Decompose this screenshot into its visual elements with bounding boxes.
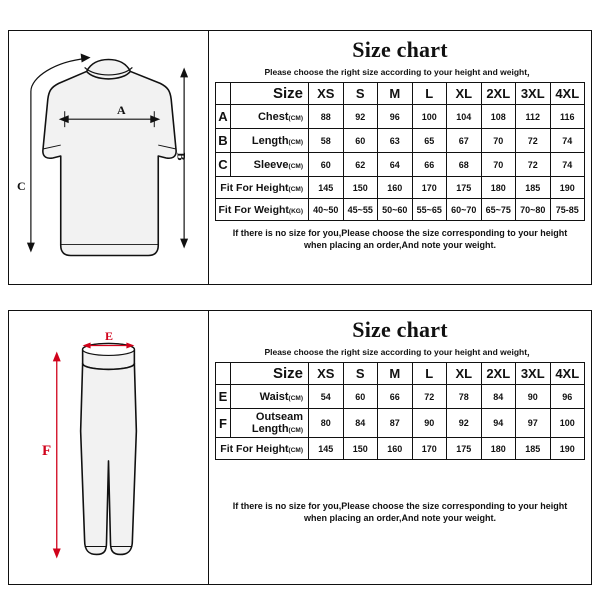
row-letter-e: E <box>216 385 231 409</box>
cell: 160 <box>378 438 413 460</box>
cell: 74 <box>550 129 585 153</box>
col-xs: XS <box>309 83 344 105</box>
col-4xl: 4XL <box>550 83 585 105</box>
cell: 66 <box>378 385 413 409</box>
sleeve-label: Sleeve <box>253 158 289 171</box>
row-label-chest <box>231 105 309 129</box>
cell: 92 <box>343 105 378 129</box>
top-chart-subtitle: Please choose the right size according to your height and weight， <box>264 67 536 77</box>
length-dim-label: B <box>174 152 189 161</box>
cell: 72 <box>516 129 551 153</box>
fit-weight-unit: (KG) <box>288 207 303 215</box>
fit-weight-text: Fit For Weight <box>218 203 289 216</box>
bottom-size-chart-panel <box>8 310 592 585</box>
fit-height-unit: (CM) <box>288 446 303 454</box>
cell: 96 <box>550 385 585 409</box>
fit-for-height-label <box>216 177 309 199</box>
cell: 84 <box>481 385 516 409</box>
col-s: S <box>343 363 378 385</box>
top-chart-note: If there is no size for you,Please choose the size corresponding to your height when placing an order,And note your weight. <box>232 228 568 251</box>
cell: 68 <box>447 153 482 177</box>
pants-figure <box>9 311 209 584</box>
row-label-sleeve <box>231 153 309 177</box>
cell: 55~65 <box>412 199 447 221</box>
table-row <box>216 438 585 460</box>
cell: 72 <box>412 385 447 409</box>
cell: 100 <box>412 105 447 129</box>
cell: 70~80 <box>516 199 551 221</box>
cell: 70 <box>481 129 516 153</box>
outseam-dim-label: F <box>42 443 52 459</box>
col-4xl: 4XL <box>550 363 585 385</box>
cell: 40~50 <box>309 199 344 221</box>
cell: 78 <box>447 385 482 409</box>
cell: 104 <box>447 105 482 129</box>
cell: 185 <box>516 177 551 199</box>
col-m: M <box>378 363 413 385</box>
cell: 94 <box>481 409 516 438</box>
outseam-label: Outseam Length <box>251 411 303 435</box>
cell: 97 <box>516 409 551 438</box>
col-3xl: 3XL <box>516 83 551 105</box>
col-xl: XL <box>447 83 482 105</box>
cell: 54 <box>309 385 344 409</box>
length-label: Length <box>251 134 289 147</box>
col-2xl: 2XL <box>481 363 516 385</box>
waist-dim-label: E <box>105 329 114 343</box>
cell: 96 <box>378 105 413 129</box>
cell: 65 <box>412 129 447 153</box>
cell: 190 <box>550 177 585 199</box>
sleeve-dim-label: C <box>17 179 26 193</box>
sleeve-unit: (CM) <box>288 162 303 170</box>
cell: 65~75 <box>481 199 516 221</box>
size-header: Size <box>231 83 309 105</box>
cell: 90 <box>516 385 551 409</box>
row-letter-f: F <box>216 409 231 438</box>
pants-illustration <box>9 311 208 584</box>
row-letter-c: C <box>216 153 231 177</box>
cell: 185 <box>516 438 551 460</box>
col-l: L <box>412 83 447 105</box>
col-xl: XL <box>447 363 482 385</box>
bottom-chart-subtitle: Please choose the right size according to your height and weight， <box>264 347 536 357</box>
bottom-chart-side <box>209 311 591 584</box>
cell: 190 <box>550 438 585 460</box>
cell: 87 <box>378 409 413 438</box>
cell: 116 <box>550 105 585 129</box>
cell: 60 <box>343 129 378 153</box>
bottom-size-table <box>215 362 585 460</box>
bottom-chart-title: Size chart <box>352 317 448 342</box>
fit-height-text: Fit For Height <box>220 181 289 194</box>
outseam-unit: (CM) <box>288 427 303 434</box>
size-header: Size <box>231 363 309 385</box>
col-xs: XS <box>309 363 344 385</box>
row-letter-b: B <box>216 129 231 153</box>
table-row <box>216 199 585 221</box>
table-row <box>216 385 585 409</box>
col-m: M <box>378 83 413 105</box>
row-label-length <box>231 129 309 153</box>
cell: 63 <box>378 129 413 153</box>
cell: 180 <box>481 177 516 199</box>
cell: 72 <box>516 153 551 177</box>
cell: 180 <box>481 438 516 460</box>
cell: 58 <box>309 129 344 153</box>
table-row <box>216 129 585 153</box>
col-2xl: 2XL <box>481 83 516 105</box>
chest-label: Chest <box>257 110 289 123</box>
cell: 60 <box>343 385 378 409</box>
cell: 64 <box>378 153 413 177</box>
cell: 66 <box>412 153 447 177</box>
cell: 70 <box>481 153 516 177</box>
table-row <box>216 153 585 177</box>
cell: 88 <box>309 105 344 129</box>
chest-dim-label: A <box>117 103 126 117</box>
col-l: L <box>412 363 447 385</box>
top-chart-side <box>209 31 591 284</box>
waist-unit: (CM) <box>288 394 303 402</box>
cell: 160 <box>378 177 413 199</box>
fit-height-text: Fit For Height <box>220 442 289 455</box>
cell: 170 <box>412 438 447 460</box>
cell: 108 <box>481 105 516 129</box>
cell: 67 <box>447 129 482 153</box>
fit-for-height-label <box>216 438 309 460</box>
cell: 45~55 <box>343 199 378 221</box>
fit-for-weight-label <box>216 199 309 221</box>
cell: 92 <box>447 409 482 438</box>
cell: 90 <box>412 409 447 438</box>
waist-label: Waist <box>259 390 289 403</box>
cell: 145 <box>309 438 344 460</box>
row-label-waist <box>231 385 309 409</box>
cell: 60 <box>309 153 344 177</box>
table-row <box>216 409 585 438</box>
length-unit: (CM) <box>288 138 303 146</box>
top-size-table <box>215 82 585 221</box>
table-header-row <box>216 363 585 385</box>
chest-unit: (CM) <box>288 114 303 122</box>
cell: 50~60 <box>378 199 413 221</box>
cell: 175 <box>447 177 482 199</box>
cell: 75-85 <box>550 199 585 221</box>
cell: 150 <box>343 177 378 199</box>
top-chart-title: Size chart <box>352 37 448 62</box>
table-header-row <box>216 83 585 105</box>
cell: 170 <box>412 177 447 199</box>
cell: 60~70 <box>447 199 482 221</box>
cell: 145 <box>309 177 344 199</box>
cell: 112 <box>516 105 551 129</box>
row-letter-a: A <box>216 105 231 129</box>
fit-height-unit: (CM) <box>288 185 303 193</box>
table-row <box>216 177 585 199</box>
top-size-chart-panel <box>8 30 592 285</box>
cell: 175 <box>447 438 482 460</box>
cell: 80 <box>309 409 344 438</box>
col-s: S <box>343 83 378 105</box>
shirt-figure <box>9 31 209 284</box>
cell: 74 <box>550 153 585 177</box>
cell: 84 <box>343 409 378 438</box>
cell: 100 <box>550 409 585 438</box>
bottom-chart-note: If there is no size for you,Please choose the size corresponding to your height when placing an order,And note your weight. <box>232 501 568 524</box>
cell: 150 <box>343 438 378 460</box>
col-3xl: 3XL <box>516 363 551 385</box>
row-label-outseam <box>231 409 309 438</box>
cell: 62 <box>343 153 378 177</box>
table-row <box>216 105 585 129</box>
